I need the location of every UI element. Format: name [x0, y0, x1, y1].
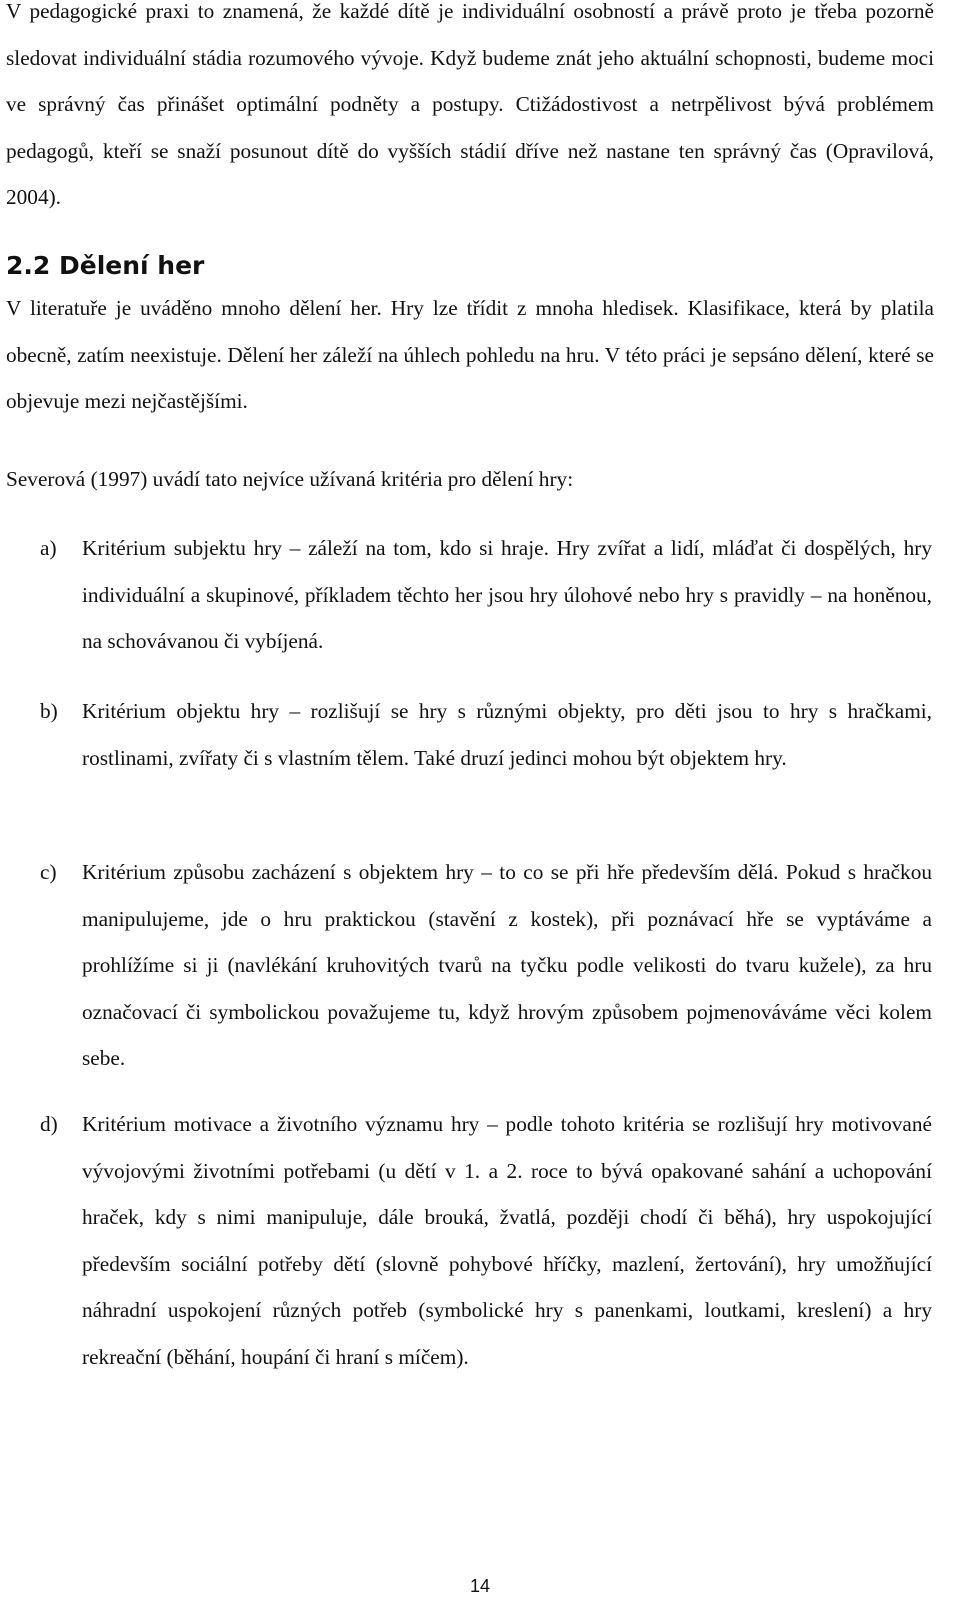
- page-number: 14: [469, 1576, 491, 1596]
- list-item-text: Kritérium subjektu hry – záleží na tom, kdo si hraje. Hry zvířat a lidí, mláďat či dospělých, hry individuální a skupinové, příkladem těchto her jsou hry úlohové nebo hry s pravidly – na honěnou, na schovávanou či vybíjená.: [82, 536, 932, 653]
- paragraph-criteria-intro: Severová (1997) uvádí tato nejvíce užívaná kritéria pro dělení hry:: [6, 467, 574, 491]
- list-item-b: [40, 688, 932, 781]
- list-marker: b): [40, 699, 58, 723]
- section-heading: 2.2 Dělení her: [6, 251, 205, 280]
- list-item-c: [40, 849, 932, 1082]
- list-item-text: Kritérium způsobu zacházení s objektem hry – to co se při hře především dělá. Pokud s hračkou manipulujeme, jde o hru praktickou (stavění z kostek), při poznávací hře se vyptáváme a prohlížíme si ji (navlékání kruhovitých tvarů na tyčku podle velikosti do tvaru kužele), za hru označovací či symbolickou považujeme tu, když hrovým způsobem pojmenováváme věci kolem sebe.: [82, 860, 932, 1070]
- list-item-text: Kritérium motivace a životního významu hry – podle tohoto kritéria se rozlišují hry motivované vývojovými životními potřebami (u dětí v 1. a 2. roce to bývá opakované sahání a uchopování hraček, kdy s nimi manipuluje, dále brouká, žvatlá, později chodí či běhá), hry uspokojující především sociální potřeby dětí (slovně pohybové hříčky, mazlení, žertování), hry umožňující náhradní uspokojení různých potřeb (symbolické hry s panenkami, loutkami, kreslení) a hry rekreační (běhání, houpání či hraní s míčem).: [82, 1112, 932, 1369]
- list-item-a: [40, 525, 932, 665]
- list-marker: d): [40, 1112, 58, 1136]
- list-marker: c): [40, 860, 57, 884]
- list-item-d: [40, 1101, 932, 1380]
- list-marker: a): [40, 536, 57, 560]
- paragraph-intro: V pedagogické praxi to znamená, že každé dítě je individuální osobností a právě proto je třeba pozorně sledovat individuální stádia rozumového vývoje. Když budeme znát jeho aktuální schopnosti, budeme moci ve správný čas přinášet optimální podněty a postupy. Ctižádostivost a netrpělivost bývá problémem pedagogů, kteří se snaží posunout dítě do vyšších stádií dříve než nastane ten správný čas (Opravilová, 2004).: [6, 0, 934, 209]
- paragraph-classification: V literatuře je uváděno mnoho dělení her. Hry lze třídit z mnoha hledisek. Klasifikace, která by platila obecně, zatím neexistuje. Dělení her záleží na úhlech pohledu na hru. V této práci je sepsáno dělení, které se objevuje mezi nejčastějšími.: [6, 296, 934, 413]
- list-item-text: Kritérium objektu hry – rozlišují se hry s různými objekty, pro děti jsou to hry s hračkami, rostlinami, zvířaty či s vlastním tělem. Také druzí jedinci mohou být objektem hry.: [82, 699, 932, 770]
